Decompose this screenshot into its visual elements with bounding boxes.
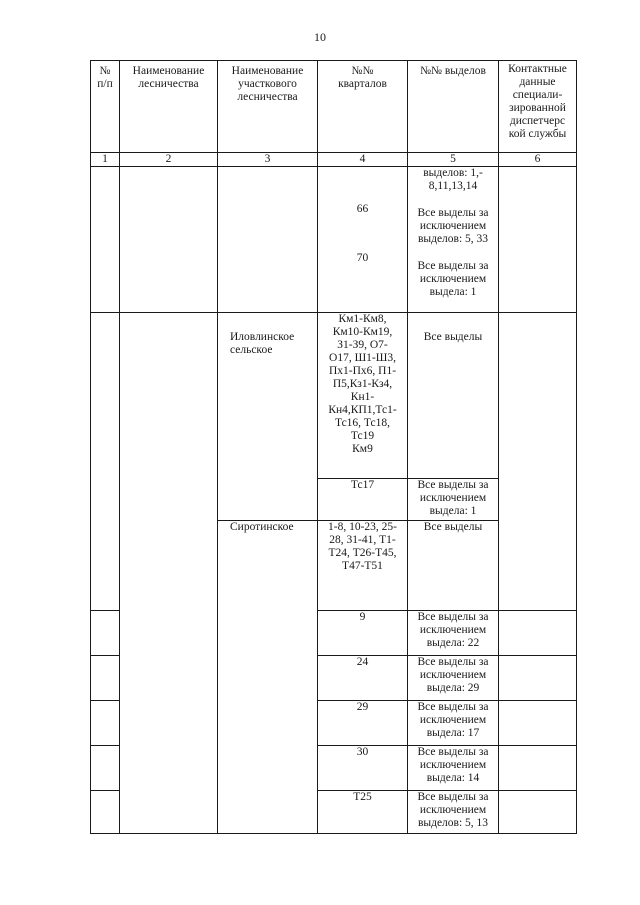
quarter-number: Т25 — [353, 791, 372, 803]
quarter-number: Тс17 — [350, 479, 375, 491]
header-cell-district-forestry: Наименование участкового лесничества — [218, 61, 318, 153]
column-number: 4 — [318, 153, 408, 167]
table-cell — [499, 167, 577, 313]
table-cell — [120, 479, 218, 521]
table-cell — [120, 521, 218, 611]
district-forestry-name: Сиротинское — [230, 521, 294, 533]
table-cell — [218, 746, 318, 791]
allotments-text: Все выделы за исключением выдела: 29 — [417, 656, 489, 694]
allotments-cell — [408, 479, 499, 521]
table-cell — [91, 701, 120, 746]
quarters-cell — [318, 656, 408, 701]
table-cell — [120, 656, 218, 701]
forestry-table — [90, 60, 577, 834]
allotments-cell — [408, 791, 499, 834]
table-row — [91, 656, 577, 701]
page-number: 10 — [314, 30, 326, 44]
table-cell — [91, 656, 120, 701]
quarter-number: 30 — [356, 746, 369, 758]
table-row — [91, 611, 577, 656]
quarter-number: 66 — [356, 203, 369, 215]
quarters-text: Км1-Км8, Км10-Км19, З1-З9, О7- О17, Ш1-Ш3, Пх1-Пх6, П1- П5,Кз1-Кз4, Кн1- Кн4,КП1,Тс1- Тс16, Тс18, Тс19 Км9 — [328, 313, 397, 455]
quarters-cell — [318, 611, 408, 656]
header-cell-forestry: Наименование лесничества — [120, 61, 218, 153]
table-row — [91, 746, 577, 791]
table-cell — [499, 521, 577, 611]
quarters-cell — [318, 313, 408, 479]
table-cell — [91, 791, 120, 834]
allotments-text: Все выделы — [423, 331, 483, 343]
table-cell — [218, 611, 318, 656]
allotments-text: Все выделы за исключением выдела: 22 — [417, 611, 489, 649]
table-cell — [120, 701, 218, 746]
table-cell — [499, 656, 577, 701]
header-row — [91, 61, 577, 153]
quarters-cell — [318, 167, 408, 313]
table-cell — [499, 313, 577, 479]
table-cell — [218, 701, 318, 746]
allotments-cell — [408, 656, 499, 701]
quarters-cell — [318, 791, 408, 834]
quarter-number: 9 — [359, 611, 366, 623]
header-cell-quarters: №№ кварталов — [318, 61, 408, 153]
table-cell — [120, 611, 218, 656]
table-row — [91, 521, 577, 611]
allotments-text: Все выделы за исключением выдела: 1 — [417, 479, 489, 517]
column-number: 2 — [120, 153, 218, 167]
allotments-cell — [408, 313, 499, 479]
table-cell — [120, 167, 218, 313]
column-number: 1 — [91, 153, 120, 167]
table-row — [91, 479, 577, 521]
table-cell — [120, 313, 218, 479]
table-cell — [499, 479, 577, 521]
quarters-text: 1-8, 10-23, 25- 28, 31-41, Т1- Т24, Т26-Т45, Т47-Т51 — [328, 521, 397, 572]
allotments-text: Все выделы — [423, 521, 483, 533]
column-number: 3 — [218, 153, 318, 167]
allotments-cell — [408, 521, 499, 611]
table-cell — [218, 791, 318, 834]
table-cell — [499, 791, 577, 834]
table-cell — [91, 611, 120, 656]
header-cell-contacts: Контактные данные специали- зированной диспетчерс кой службы — [499, 61, 577, 153]
allotments-text: Все выделы за исключением выдела: 1 — [417, 260, 489, 298]
table-row — [91, 701, 577, 746]
allotments-text: Все выделы за исключением выделов: 5, 33 — [417, 207, 489, 245]
district-forestry-name: Иловлинское сельское — [230, 331, 295, 356]
table-cell — [499, 701, 577, 746]
table-cell — [499, 746, 577, 791]
table-cell — [120, 791, 218, 834]
allotments-cell — [408, 611, 499, 656]
allotments-cell — [408, 701, 499, 746]
allotments-text: Все выделы за исключением выдела: 17 — [417, 701, 489, 739]
table-cell — [499, 611, 577, 656]
quarters-cell — [318, 521, 408, 611]
column-number-row — [91, 153, 577, 167]
table-cell — [91, 746, 120, 791]
table-cell — [120, 746, 218, 791]
allotments-text: Все выделы за исключением выдела: 14 — [417, 746, 489, 784]
quarter-number: 70 — [356, 252, 369, 264]
table-cell — [218, 167, 318, 313]
district-forestry-cell — [218, 313, 318, 479]
quarter-number: 29 — [356, 701, 369, 713]
allotments-text: выделов: 1,- 8,11,13,14 — [423, 167, 483, 192]
header-cell-allotments: №№ выделов — [408, 61, 499, 153]
table-cell — [91, 521, 120, 611]
allotments-cell — [408, 167, 499, 313]
table-cell — [91, 313, 120, 479]
table-cell — [218, 656, 318, 701]
table-row — [91, 313, 577, 479]
allotments-text: Все выделы за исключением выделов: 5, 13 — [417, 791, 489, 829]
table-cell — [91, 167, 120, 313]
table-cell — [218, 479, 318, 521]
quarters-cell — [318, 479, 408, 521]
quarters-cell — [318, 701, 408, 746]
quarter-number: 24 — [356, 656, 369, 668]
column-number: 5 — [408, 153, 499, 167]
column-number: 6 — [499, 153, 577, 167]
district-forestry-cell — [218, 521, 318, 611]
table-cell — [91, 479, 120, 521]
table-row — [91, 791, 577, 834]
header-cell-number: № п/п — [91, 61, 120, 153]
table-row — [91, 167, 577, 313]
allotments-cell — [408, 746, 499, 791]
quarters-cell — [318, 746, 408, 791]
